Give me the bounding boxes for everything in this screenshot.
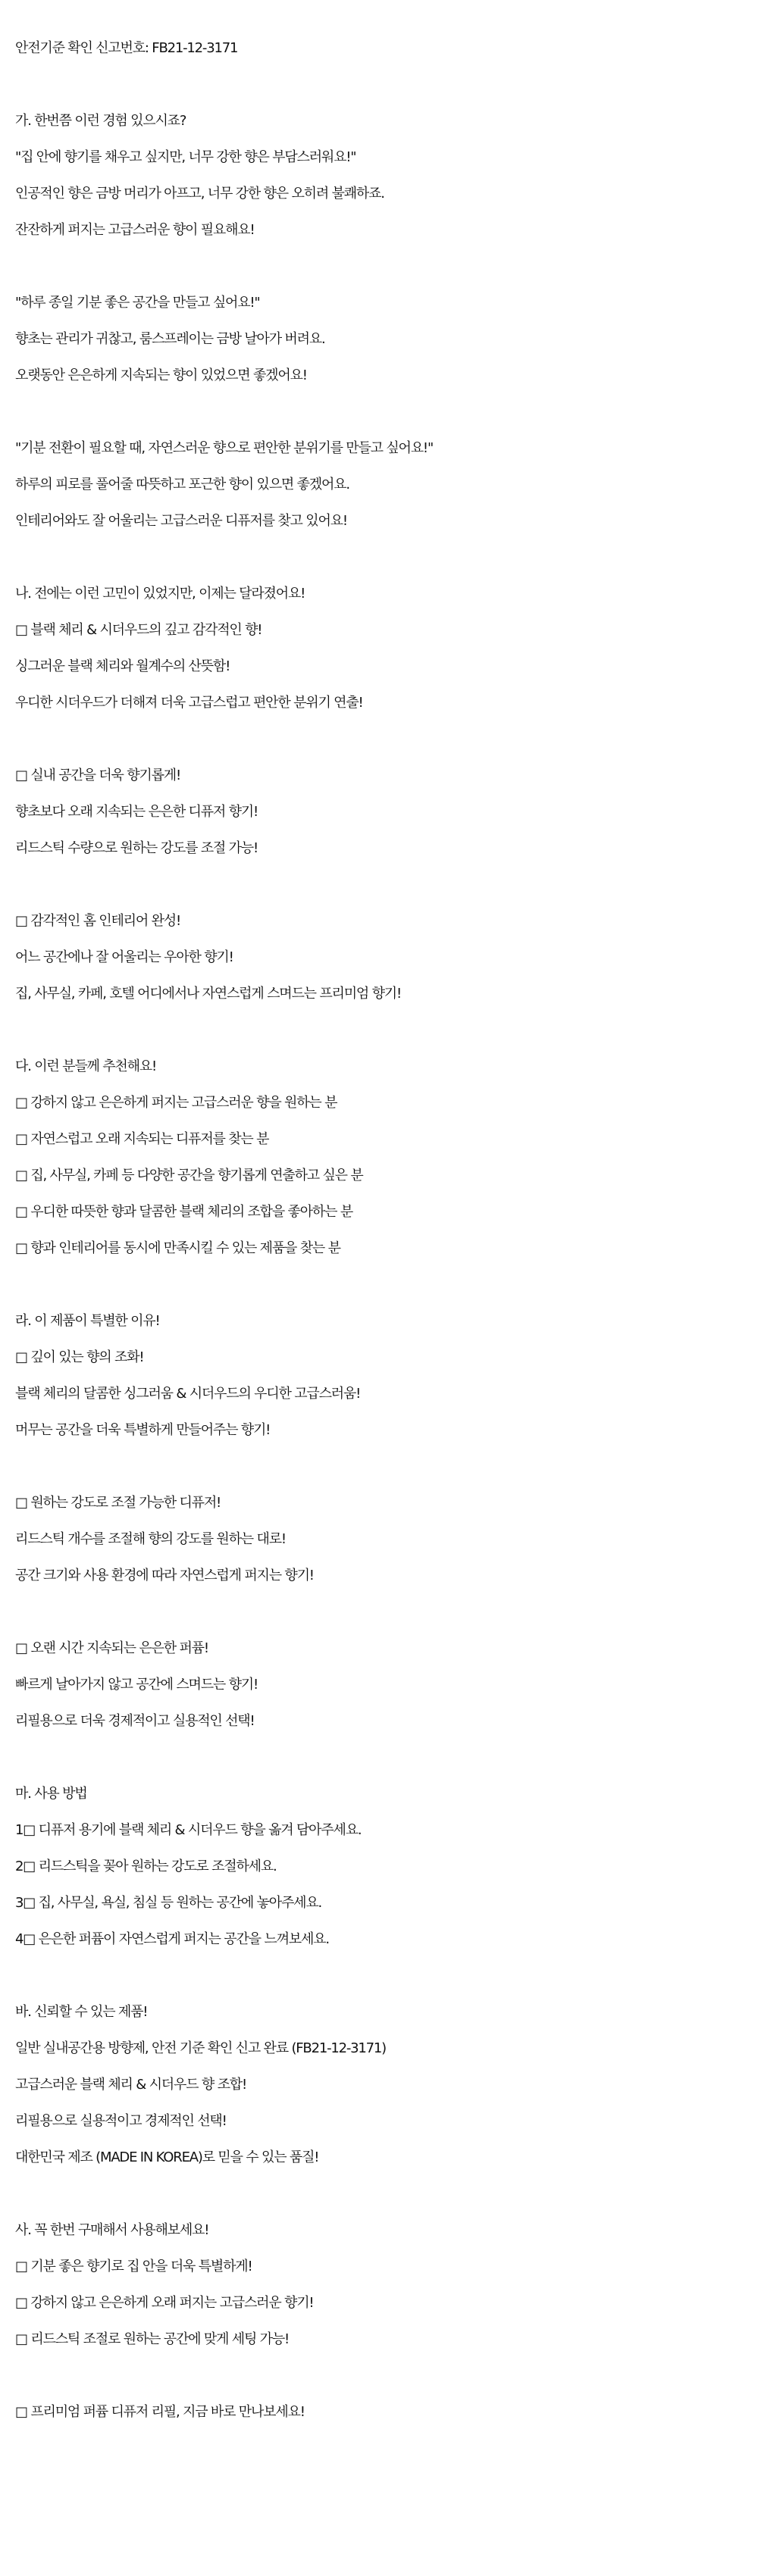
document-text-line: □ 원하는 강도로 조절 가능한 디퓨저! [15,1495,221,1511]
document-text-line: 오랫동안 은은하게 지속되는 향이 있었으면 좋겠어요! [15,367,307,383]
document-text-line: 고급스러운 블랙 체리 & 시더우드 향 조합! [15,2077,246,2093]
document-text-line: 다. 이런 분들께 추천해요! [15,1058,156,1074]
blank-line-spacer [15,539,758,576]
document-text-line: □ 자연스럽고 오래 지속되는 디퓨저를 찾는 분 [15,1131,269,1147]
document-text-line: 2□ 리드스틱을 꽂아 원하는 강도로 조절하세요. [15,1859,277,1874]
document-text-line: 리필용으로 실용적이고 경제적인 선택! [15,2113,227,2129]
document-text-line: "하루 종일 기분 좋은 공간을 만들고 싶어요!" [15,295,260,311]
document-text-line: 일반 실내공간용 방향제, 안전 기준 확인 신고 완료 (FB21-12-3171) [15,2040,387,2056]
document-text-line: 빠르게 날아가지 않고 공간에 스며드는 향기! [15,1677,258,1693]
blank-line-spacer [15,867,758,903]
document-text-line: 하루의 피로를 풀어줄 따뜻하고 포근한 향이 있으면 좋겠어요. [15,477,349,492]
document-text-line: 향초보다 오래 지속되는 은은한 디퓨저 향기! [15,804,258,820]
document-text-line: □ 우디한 따뜻한 향과 달콤한 블랙 체리의 조합을 좋아하는 분 [15,1204,353,1220]
document-text-line: 블랙 체리의 달콤한 싱그러움 & 시더우드의 우디한 고급스러움! [15,1386,361,1402]
document-text-line: □ 감각적인 홈 인테리어 완성! [15,913,180,929]
blank-line-spacer [15,1267,758,1303]
blank-line-spacer [15,721,758,758]
blank-line-spacer [15,1449,758,1485]
blank-line-spacer [15,249,758,285]
document-text-line: □ 강하지 않고 은은하게 퍼지는 고급스러운 향을 원하는 분 [15,1095,337,1111]
document-text-line: 인테리어와도 잘 어울리는 고급스러운 디퓨저를 찾고 있어요! [15,513,347,529]
document-text-line: □ 리드스틱 조절로 원하는 공간에 맞게 세팅 가능! [15,2331,290,2347]
document-text-line: 3□ 집, 사무실, 욕실, 침실 등 원하는 공간에 놓아주세요. [15,1895,322,1911]
document-text-line: 머무는 공간을 더욱 특별하게 만들어주는 향기! [15,1422,271,1438]
document-text-line: 잔잔하게 퍼지는 고급스러운 향이 필요해요! [15,222,255,238]
document-text-line: □ 기분 좋은 향기로 집 안을 더욱 특별하게! [15,2259,252,2274]
document-text-line: 리드스틱 개수를 조절해 향의 강도를 원하는 대로! [15,1531,286,1547]
document-text-line: □ 프리미엄 퍼퓸 디퓨저 리필, 지금 바로 만나보세요! [15,2404,305,2420]
document-text-line: □ 집, 사무실, 카페 등 다양한 공간을 향기롭게 연출하고 싶은 분 [15,1168,363,1183]
document-text-line: 싱그러운 블랙 체리와 월계수의 산뜻함! [15,658,230,674]
document-text-line: 리필용으로 더욱 경제적이고 실용적인 선택! [15,1713,255,1729]
document-text-line: "기분 전환이 필요할 때, 자연스러운 향으로 편안한 분위기를 만들고 싶어요!" [15,440,434,456]
document-text-line: 나. 전에는 이런 고민이 있었지만, 이제는 달라졌어요! [15,586,305,602]
document-text-line: 인공적인 향은 금방 머리가 아프고, 너무 강한 향은 오히려 불쾌하죠. [15,186,384,202]
document-text-line: □ 블랙 체리 & 시더우드의 깊고 감각적인 향! [15,622,262,638]
document-text-line: 라. 이 제품이 특별한 이유! [15,1313,160,1329]
document-text-line: □ 오랜 시간 지속되는 은은한 퍼퓸! [15,1640,208,1656]
document-text-line: □ 깊이 있는 향의 조화! [15,1349,144,1365]
document-text-line: 사. 꼭 한번 구매해서 사용해보세요! [15,2222,209,2238]
document-text-line: 1□ 디퓨저 용기에 블랙 체리 & 시더우드 향을 옮겨 담아주세요. [15,1822,362,1838]
blank-line-spacer [15,394,758,430]
document-text-line: 바. 신뢰할 수 있는 제품! [15,2004,148,2020]
document-text-line: 대한민국 제조 (MADE IN KOREA)로 믿을 수 있는 품질! [15,2149,319,2165]
document-text-line: 향초는 관리가 귀찮고, 룸스프레이는 금방 날아가 버려요. [15,331,325,347]
document-text-line: 집, 사무실, 카페, 호텔 어디에서나 자연스럽게 스며드는 프리미엄 향기! [15,986,402,1002]
document-text-line: □ 실내 공간을 더욱 향기롭게! [15,767,180,783]
blank-line-spacer [15,1594,758,1630]
document-text-line: 안전기준 확인 신고번호: FB21-12-3171 [15,40,238,56]
document-text-line: 가. 한번쯤 이런 경험 있으시죠? [15,113,186,129]
blank-line-spacer [15,2176,758,2212]
document-text-line: 4□ 은은한 퍼퓸이 자연스럽게 퍼지는 공간을 느껴보세요. [15,1931,329,1947]
document-text-line: 리드스틱 수량으로 원하는 강도를 조절 가능! [15,840,258,856]
document-text-line: 마. 사용 방법 [15,1786,87,1802]
document-text-line: □ 강하지 않고 은은하게 오래 퍼지는 고급스러운 향기! [15,2295,314,2311]
document-text-line: "집 안에 향기를 채우고 싶지만, 너무 강한 향은 부담스러워요!" [15,149,356,165]
document-text-line: 공간 크기와 사용 환경에 따라 자연스럽게 퍼지는 향기! [15,1568,314,1583]
blank-line-spacer [15,1958,758,1994]
document-text-line: □ 향과 인테리어를 동시에 만족시킬 수 있는 제품을 찾는 분 [15,1240,340,1256]
document-text-line: 우디한 시더우드가 더해져 더욱 고급스럽고 편안한 분위기 연출! [15,695,363,711]
blank-line-spacer [15,1740,758,1776]
blank-line-spacer [15,2358,758,2394]
blank-line-spacer [15,1012,758,1049]
blank-line-spacer [15,67,758,103]
document-text-line: 어느 공간에나 잘 어울리는 우아한 향기! [15,949,233,965]
